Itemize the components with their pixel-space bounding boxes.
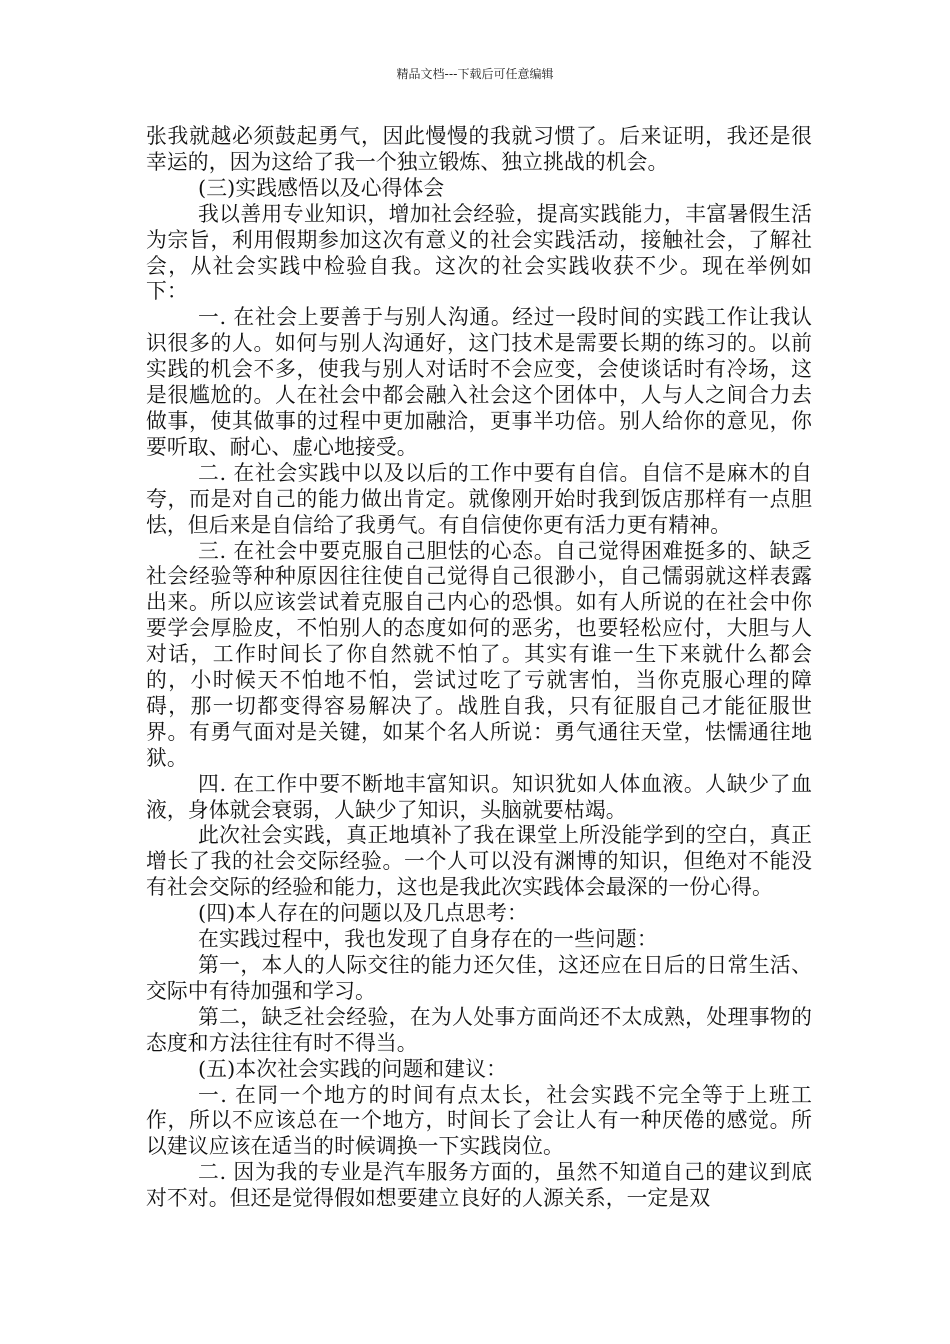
paragraph: 二. 因为我的专业是汽车服务方面的，虽然不知道自己的建议到底对不对。但还是觉得假如想要建立良好的人源关系，一定是双 [146, 1160, 812, 1211]
page-header: 精品文档---下载后可任意编辑 [396, 67, 554, 81]
paragraph: 一. 在同一个地方的时间有点太长，社会实践不完全等于上班工作，所以不应该总在一个地方，时间长了会让人有一种厌倦的感觉。所以建议应该在适当的时候调换一下实践岗位。 [146, 1082, 812, 1159]
paragraph: 三. 在社会中要克服自己胆怯的心态。自己觉得困难挺多的、缺乏社会经验等种种原因往往使自己觉得自己很渺小，自己懦弱就这样表露出来。所以应该尝试着克服自己内心的恐惧。如有人所说的在社会中你要学会厚脸皮，不怕别人的态度如何的恶劣，也要轻松应付，大胆与人对话，工作时间长了你自然就不怕了。其实有谁一生下来就什么都会的，小时候天不怕地不怕，尝试过吃了亏就害怕，当你克服心理的障碍，那一切都变得容易解决了。战胜自我，只有征服自己才能征服世界。有勇气面对是关键，如某个名人所说：勇气通往天堂，怯懦通往地狱。 [146, 538, 812, 770]
paragraph: 一. 在社会上要善于与别人沟通。经过一段时间的实践工作让我认识很多的人。如何与别人沟通好，这门技术是需要长期的练习的。以前实践的机会不多，使我与别人对话时不会应变，会使谈话时有冷场，这是很尴尬的。人在社会中都会融入社会这个团体中，人与人之间合力去做事，使其做事的过程中更加融洽，更事半功倍。别人给你的意见，你要听取、耐心、虚心地接受。 [146, 305, 812, 459]
paragraph: 张我就越必须鼓起勇气，因此慢慢的我就习惯了。后来证明，我还是很幸运的，因为这给了我一个独立锻炼、独立挑战的机会。 [146, 124, 812, 174]
paragraph: 在实践过程中，我也发现了自身存在的一些问题： [198, 927, 658, 952]
paragraph: 四. 在工作中要不断地丰富知识。知识犹如人体血液。人缺少了血液，身体就会衰弱，人缺少了知识，头脑就要枯竭。 [146, 771, 812, 822]
document-body [146, 124, 812, 1212]
paragraph: 我以善用专业知识，增加社会经验，提高实践能力，丰富暑假生活为宗旨，利用假期参加这次有意义的社会实践活动，接触社会，了解社会，从社会实践中检验自我。这次的社会实践收获不少。现在举例如下： [146, 201, 812, 304]
paragraph: 第二，缺乏社会经验，在为人处事方面尚还不太成熟，处理事物的态度和方法往往有时不得当。 [146, 1004, 812, 1055]
paragraph: 此次社会实践，真正地填补了我在课堂上所没能学到的空白，真正增长了我的社会交际经验。一个人可以没有渊博的知识，但绝对不能没有社会交际的经验和能力，这也是我此次实践体会最深的一份心得。 [146, 823, 812, 900]
section-heading-4: (四)本人存在的问题以及几点思考： [198, 901, 528, 926]
section-heading-5: (五)本次社会实践的问题和建议： [198, 1056, 507, 1081]
section-heading-3: (三)实践感悟以及心得体会 [198, 175, 445, 200]
paragraph: 第一，本人的人际交往的能力还欠佳，这还应在日后的日常生活、交际中有待加强和学习。 [146, 953, 812, 1003]
paragraph: 二. 在社会实践中以及以后的工作中要有自信。自信不是麻木的自夸，而是对自己的能力做出肯定。就像刚开始时我到饭店那样有一点胆怯，但后来是自信给了我勇气。有自信使你更有活力更有精神。 [146, 460, 812, 537]
